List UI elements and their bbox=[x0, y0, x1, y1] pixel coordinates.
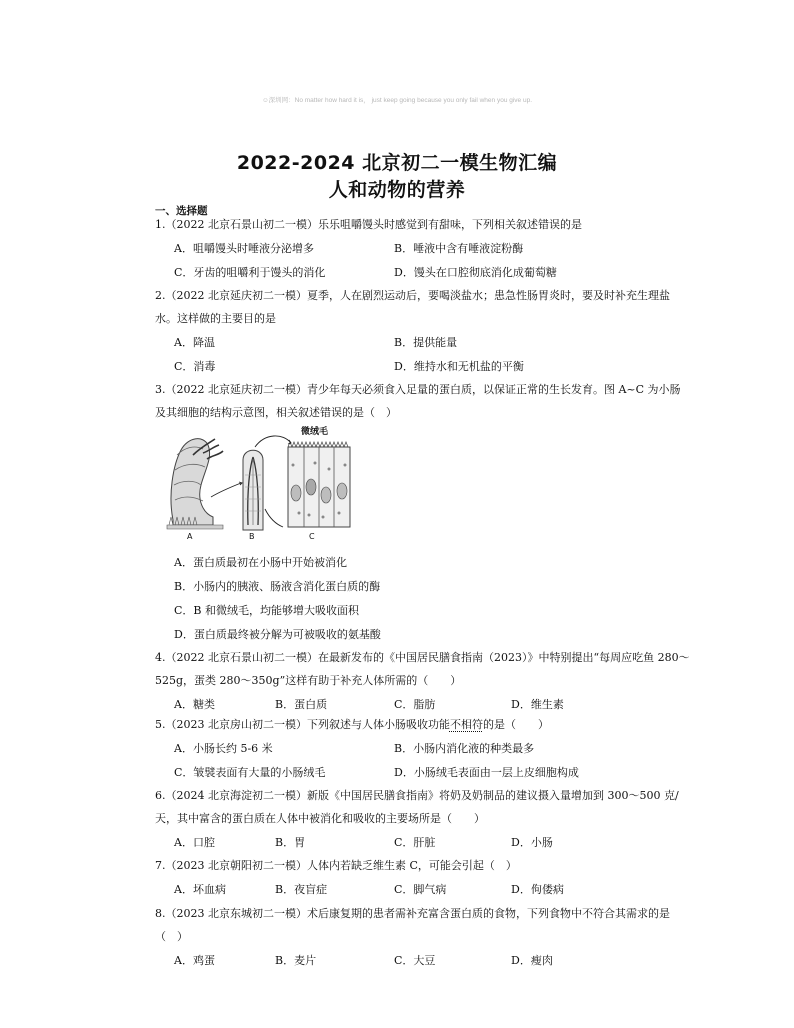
question-4-stem-cont: 525g，蛋类 280～350g”这样有助于补充人体所需的（ ） bbox=[155, 674, 462, 687]
epithelial-cells-illustration bbox=[288, 442, 350, 527]
question-5-option-c: C．皱襞表面有大量的小肠绒毛 bbox=[174, 766, 326, 779]
question-2-option-c: C．消毒 bbox=[174, 360, 216, 373]
question-1-option-b: B．唾液中含有唾液淀粉酶 bbox=[394, 242, 524, 255]
question-5-emphasis: 不相符 bbox=[449, 718, 483, 731]
question-2-stem: 2.（2022 北京延庆初二一模）夏季，人在剧烈运动后，要喝淡盐水；患急性肠胃炎时，要及时补充生理盐 bbox=[155, 289, 670, 302]
arrow-a-to-b bbox=[211, 483, 241, 497]
intestine-section-illustration bbox=[167, 439, 223, 529]
question-4-option-a: A．糖类 bbox=[174, 698, 215, 711]
question-2-option-a: A．降温 bbox=[174, 336, 215, 349]
villus-label: 微绒毛 bbox=[301, 427, 329, 437]
question-4-stem: 4.（2022 北京石景山初二一模）在最新发布的《中国居民膳食指南（2023）》中特别提出“每周应吃鱼 280～ bbox=[155, 651, 690, 664]
page-subtitle: 人和动物的营养 bbox=[328, 179, 466, 201]
question-6-stem-cont: 天，其中富含的蛋白质在人体中被消化和吸收的主要场所是（ ） bbox=[155, 812, 485, 825]
figure-label-a: A bbox=[187, 532, 193, 540]
question-8-option-d: D．瘦肉 bbox=[511, 954, 553, 967]
question-6-option-c: C．肝脏 bbox=[394, 836, 436, 849]
question-3-stem-cont: 及其细胞的结构示意图，相关叙述错误的是（ ） bbox=[155, 406, 397, 419]
question-3-option-b: B．小肠内的胰液、肠液含消化蛋白质的酶 bbox=[174, 580, 381, 593]
question-5-stem-start: 5.（2023 北京房山初二一模）下列叙述与人体小肠吸收功能 bbox=[155, 718, 450, 731]
question-7-option-a: A．坏血病 bbox=[174, 883, 226, 896]
question-7-option-c: C．脚气病 bbox=[394, 883, 447, 896]
question-7-option-b: B．夜盲症 bbox=[275, 883, 328, 896]
question-3-stem: 3.（2022 北京延庆初二一模）青少年每天必须食入足量的蛋白质，以保证正常的生长发育。图 A~C 为小肠 bbox=[155, 383, 681, 396]
figure-label-c: C bbox=[309, 532, 315, 540]
question-4-option-c: C．脂肪 bbox=[394, 698, 436, 711]
question-3-option-c: C．B 和微绒毛，均能够增大吸收面积 bbox=[174, 604, 359, 617]
question-5-option-b: B．小肠内消化液的种类最多 bbox=[394, 742, 535, 755]
question-1-option-d: D．馒头在口腔彻底消化成葡萄糖 bbox=[394, 266, 557, 279]
question-8-option-b: B．麦片 bbox=[275, 954, 317, 967]
question-2-option-b: B．提供能量 bbox=[394, 336, 458, 349]
question-6-stem: 6.（2024 北京海淀初二一模）新版《中国居民膳食指南》将奶及奶制品的建议摄入量增加到 300～500 克/ bbox=[155, 789, 679, 802]
question-2-option-d: D．维持水和无机盐的平衡 bbox=[394, 360, 524, 373]
question-7-option-d: D．佝偻病 bbox=[511, 883, 564, 896]
question-1-option-c: C．牙齿的咀嚼利于馒头的消化 bbox=[174, 266, 326, 279]
question-6-option-b: B．胃 bbox=[275, 836, 306, 849]
question-1-option-a: A．咀嚼馒头时唾液分泌增多 bbox=[174, 242, 314, 255]
question-1-stem: 1.（2022 北京石景山初二一模）乐乐咀嚼馒头时感觉到有甜味，下列相关叙述错误的是 bbox=[155, 218, 582, 231]
question-3-option-a: A．蛋白质最初在小肠中开始被消化 bbox=[174, 556, 347, 569]
small-intestine-figure bbox=[163, 425, 363, 540]
question-6-option-a: A．口腔 bbox=[174, 836, 215, 849]
question-4-option-d: D．维生素 bbox=[511, 698, 564, 711]
question-7-stem: 7.（2023 北京朝阳初二一模）人体内若缺乏维生素 C，可能会引起（ ） bbox=[155, 859, 517, 872]
question-5-stem-end: 的是（ ） bbox=[482, 718, 549, 731]
question-6-option-d: D．小肠 bbox=[511, 836, 553, 849]
question-8-stem-cont: （ ） bbox=[155, 930, 188, 943]
question-8-option-c: C．大豆 bbox=[394, 954, 436, 967]
question-4-option-b: B．蛋白质 bbox=[275, 698, 328, 711]
villus-illustration bbox=[243, 450, 263, 530]
question-5-option-d: D．小肠绒毛表面由一层上皮细胞构成 bbox=[394, 766, 579, 779]
arrow-b-to-c bbox=[255, 436, 291, 447]
question-8-option-a: A．鸡蛋 bbox=[174, 954, 215, 967]
figure-label-b: B bbox=[249, 532, 255, 540]
page-title: 2022-2024 北京初二一模生物汇编 bbox=[236, 152, 558, 174]
question-3-option-d: D．蛋白质最终被分解为可被吸收的氨基酸 bbox=[174, 628, 381, 641]
question-8-stem: 8.（2023 北京东城初二一模）术后康复期的患者需补充富含蛋白质的食物，下列食物中不符合其需求的是 bbox=[155, 907, 670, 920]
page-watermark: ☺深圳网：No matter how hard it is， just keep going because you only fail when you give up. bbox=[261, 97, 533, 104]
question-2-stem-cont: 水。这样做的主要目的是 bbox=[155, 312, 276, 325]
section-heading: 一、选择题 bbox=[155, 205, 208, 217]
question-5-option-a: A．小肠长约 5-6 米 bbox=[174, 742, 273, 755]
question-5-stem bbox=[155, 716, 549, 732]
